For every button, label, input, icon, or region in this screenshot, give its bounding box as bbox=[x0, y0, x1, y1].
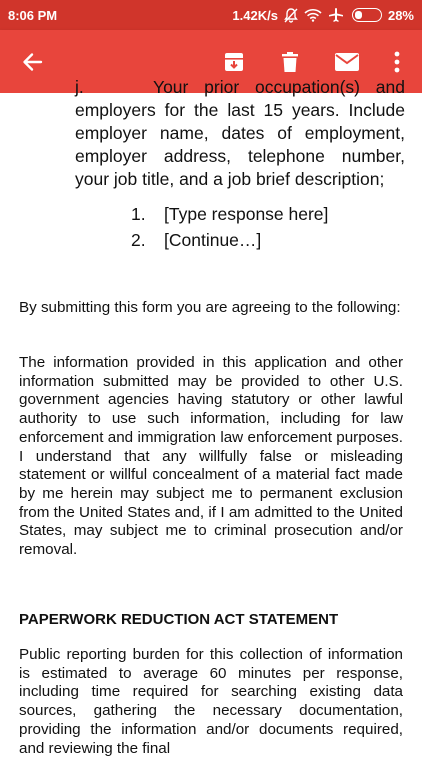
trash-icon bbox=[280, 51, 300, 73]
arrow-left-icon bbox=[21, 51, 43, 73]
sub-item-text: [Continue…] bbox=[164, 230, 262, 250]
document-view[interactable] bbox=[0, 77, 422, 757]
battery-icon bbox=[352, 8, 382, 22]
back-button[interactable] bbox=[8, 30, 56, 93]
status-indicators bbox=[232, 7, 414, 23]
list-item bbox=[75, 76, 405, 191]
status-time: 8:06 PM bbox=[8, 7, 58, 23]
airplane-icon bbox=[328, 7, 344, 23]
sub-list bbox=[131, 201, 328, 253]
more-vert-icon bbox=[394, 51, 400, 73]
status-bar bbox=[0, 0, 422, 30]
sub-item-number: 1. bbox=[131, 204, 146, 224]
bell-off-icon bbox=[284, 8, 298, 23]
sub-item-text: [Type response here] bbox=[164, 204, 329, 224]
paperwork-paragraph: Public reporting burden for this collection of information is estimated to average 60 minutes per response, including time required for searching existing data sources, gathering the necessary documentation, providing the information and/or documents required, and reviewing the final bbox=[19, 646, 403, 757]
item-marker: j. bbox=[75, 77, 84, 97]
agreement-intro: By submitting this form you are agreeing to the following: bbox=[19, 299, 401, 316]
item-text bbox=[75, 76, 405, 191]
section-heading: PAPERWORK REDUCTION ACT STATEMENT bbox=[19, 611, 339, 628]
item-rest: employers for the last 15 years. Include employer name, dates of employment, employer address, telephone number, your job title, and a job brief description; bbox=[75, 100, 405, 189]
archive-icon bbox=[223, 51, 245, 73]
mail-icon bbox=[334, 52, 360, 72]
sub-item-number: 2. bbox=[131, 230, 146, 250]
wifi-icon bbox=[304, 8, 322, 22]
network-speed: 1.42K/s bbox=[232, 7, 278, 23]
list-item bbox=[131, 227, 328, 253]
list-item bbox=[131, 201, 328, 227]
item-first-line: Your prior occupation(s) and bbox=[153, 77, 405, 97]
battery-percent: 28% bbox=[387, 7, 414, 23]
disclosure-paragraph: The information provided in this application and other information submitted may be provided to other U.S. government agencies having statutory or other lawful authority to use such information, including for law enforcement and immigration law enforcement purposes. I understand that any willfully false or misleading statement or willful concealment of a material fact made by me herein may subject me to permanent exclusion from the United States and, if I am admitted to the United States, may subject me to criminal prosecution and/or removal. bbox=[19, 354, 403, 559]
